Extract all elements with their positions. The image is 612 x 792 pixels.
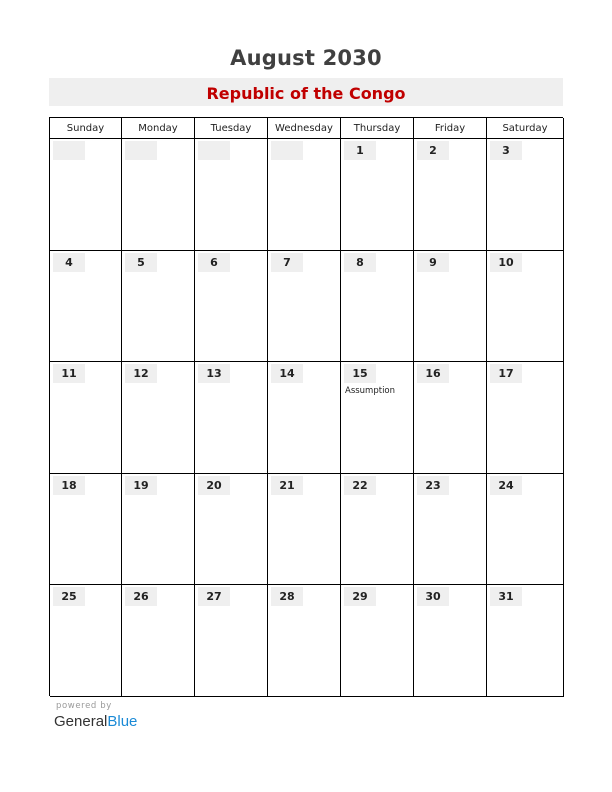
day-cell[interactable] bbox=[195, 585, 268, 697]
date-number: 3 bbox=[502, 144, 510, 157]
date-number: 17 bbox=[498, 367, 514, 381]
date-badge bbox=[125, 587, 157, 606]
weekday-header-monday: Monday bbox=[122, 118, 195, 139]
date-number bbox=[53, 141, 85, 160]
weekday-header-sunday: Sunday bbox=[50, 118, 122, 139]
country-title: Republic of the Congo bbox=[206, 84, 406, 103]
date-number: 15 bbox=[352, 367, 368, 381]
date-number: 7 bbox=[283, 255, 291, 269]
date-number: 25 bbox=[61, 590, 77, 604]
weekday-header-thursday: Thursday bbox=[341, 118, 414, 139]
date-badge bbox=[490, 476, 522, 495]
day-cell[interactable] bbox=[122, 585, 195, 697]
day-cell[interactable] bbox=[487, 474, 564, 586]
date-badge bbox=[490, 253, 522, 272]
date-number: 2 bbox=[429, 144, 437, 157]
date-number: 16 bbox=[425, 367, 441, 381]
date-badge bbox=[344, 364, 376, 383]
day-cell[interactable] bbox=[50, 585, 122, 697]
day-cell[interactable] bbox=[268, 362, 341, 474]
day-cell[interactable] bbox=[268, 585, 341, 697]
date-number: 28 bbox=[279, 590, 295, 604]
date-number: 14 bbox=[279, 367, 295, 381]
weekday-header-tuesday: Tuesday bbox=[195, 118, 268, 139]
date-number: 18 bbox=[61, 478, 77, 492]
day-cell[interactable] bbox=[268, 474, 341, 586]
day-cell[interactable] bbox=[50, 251, 122, 363]
date-badge bbox=[198, 141, 230, 160]
day-cell[interactable] bbox=[414, 362, 487, 474]
day-cell[interactable] bbox=[195, 362, 268, 474]
day-cell[interactable] bbox=[50, 362, 122, 474]
date-badge bbox=[271, 253, 303, 272]
date-number: 20 bbox=[206, 478, 222, 492]
date-badge bbox=[198, 253, 230, 272]
day-cell[interactable] bbox=[341, 585, 414, 697]
date-badge bbox=[417, 476, 449, 495]
date-badge bbox=[53, 141, 85, 160]
day-cell[interactable] bbox=[122, 474, 195, 586]
date-number: 10 bbox=[498, 255, 514, 269]
date-badge bbox=[344, 141, 376, 160]
date-number: 31 bbox=[498, 590, 514, 604]
date-badge bbox=[125, 253, 157, 272]
date-number: 9 bbox=[429, 255, 437, 269]
date-number: 19 bbox=[133, 478, 149, 492]
date-number: 6 bbox=[210, 255, 218, 269]
date-number: 23 bbox=[425, 478, 441, 492]
date-badge bbox=[271, 364, 303, 383]
date-badge bbox=[344, 253, 376, 272]
date-number: 22 bbox=[352, 478, 368, 492]
date-number: 21 bbox=[279, 478, 295, 492]
weekday-header-row bbox=[50, 118, 563, 139]
date-badge bbox=[125, 364, 157, 383]
date-number: 29 bbox=[352, 590, 368, 604]
brand-logo[interactable] bbox=[54, 713, 137, 730]
day-cell[interactable] bbox=[487, 362, 564, 474]
brand-logo-text-general: General bbox=[54, 713, 108, 730]
date-number: 30 bbox=[425, 590, 441, 604]
day-cell[interactable] bbox=[341, 139, 414, 251]
page-title: August 2030 bbox=[230, 46, 382, 70]
day-cell[interactable] bbox=[122, 362, 195, 474]
day-cell[interactable] bbox=[341, 474, 414, 586]
date-badge bbox=[417, 587, 449, 606]
day-cell[interactable] bbox=[50, 474, 122, 586]
weekday-header-saturday: Saturday bbox=[487, 118, 564, 139]
date-badge bbox=[125, 476, 157, 495]
holiday-label: Assumption bbox=[345, 386, 396, 397]
date-badge bbox=[198, 587, 230, 606]
date-badge bbox=[198, 476, 230, 495]
day-cell[interactable] bbox=[50, 139, 122, 251]
date-number: 5 bbox=[137, 255, 145, 269]
day-cell[interactable] bbox=[122, 139, 195, 251]
weekday-header-friday: Friday bbox=[414, 118, 487, 139]
day-cell[interactable] bbox=[195, 139, 268, 251]
date-number: 26 bbox=[133, 590, 149, 604]
date-number: 1 bbox=[356, 144, 364, 157]
day-cell[interactable] bbox=[268, 251, 341, 363]
date-badge bbox=[198, 364, 230, 383]
day-cell[interactable] bbox=[414, 474, 487, 586]
day-cell[interactable] bbox=[195, 474, 268, 586]
day-cell[interactable] bbox=[487, 251, 564, 363]
date-number: 12 bbox=[133, 367, 149, 381]
weekday-header-wednesday: Wednesday bbox=[268, 118, 341, 139]
day-cell[interactable] bbox=[268, 139, 341, 251]
date-number: 11 bbox=[61, 367, 77, 381]
calendar-grid bbox=[49, 117, 563, 696]
date-badge bbox=[53, 364, 85, 383]
date-number: 8 bbox=[356, 255, 364, 269]
date-badge bbox=[344, 587, 376, 606]
day-cell[interactable] bbox=[414, 139, 487, 251]
day-cell[interactable] bbox=[341, 362, 414, 474]
date-number: 24 bbox=[498, 478, 514, 492]
date-badge bbox=[53, 253, 85, 272]
date-number bbox=[125, 141, 157, 160]
date-badge bbox=[271, 476, 303, 495]
date-number: 27 bbox=[206, 590, 222, 604]
date-badge bbox=[271, 141, 303, 160]
brand-logo-text-blue: Blue bbox=[107, 713, 138, 730]
date-badge bbox=[53, 587, 85, 606]
day-cell[interactable] bbox=[487, 139, 564, 251]
date-number: 13 bbox=[206, 367, 222, 381]
day-cell[interactable] bbox=[341, 251, 414, 363]
date-badge bbox=[490, 364, 522, 383]
date-badge bbox=[490, 141, 522, 160]
date-number bbox=[271, 141, 303, 160]
day-cell[interactable] bbox=[414, 251, 487, 363]
date-badge bbox=[417, 364, 449, 383]
date-badge bbox=[490, 587, 522, 606]
date-badge bbox=[344, 476, 376, 495]
country-banner bbox=[49, 78, 563, 106]
date-badge bbox=[53, 476, 85, 495]
date-badge bbox=[271, 587, 303, 606]
date-badge bbox=[125, 141, 157, 160]
day-cell[interactable] bbox=[414, 585, 487, 697]
day-cell[interactable] bbox=[487, 585, 564, 697]
date-badge bbox=[417, 253, 449, 272]
date-number: 4 bbox=[65, 255, 73, 269]
day-cell[interactable] bbox=[195, 251, 268, 363]
date-badge bbox=[417, 141, 449, 160]
powered-by-label: powered by bbox=[56, 701, 112, 711]
day-cell[interactable] bbox=[122, 251, 195, 363]
date-number bbox=[198, 141, 230, 160]
